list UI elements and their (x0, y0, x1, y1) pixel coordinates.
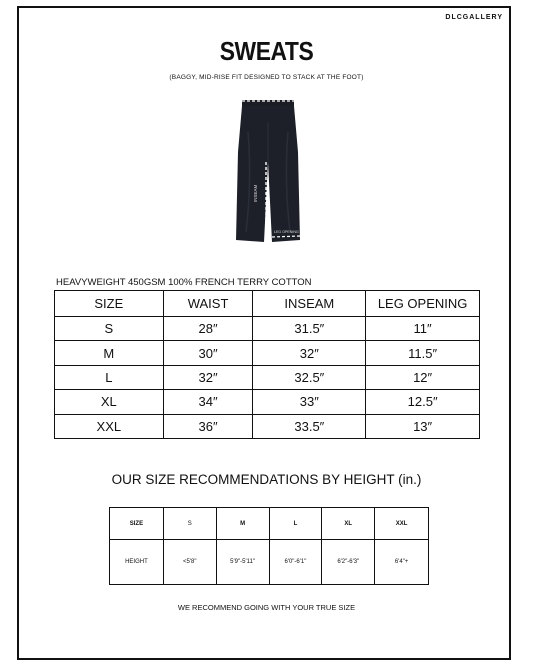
height-row (110, 540, 429, 585)
height-row-label: HEIGHT (110, 540, 164, 585)
height-l: 6'0"-6'1" (269, 540, 322, 585)
header-size: SIZE (55, 291, 164, 317)
cell-waist: 28″ (163, 317, 253, 341)
height-xxl: 6'4"+ (375, 540, 429, 585)
size-l: L (269, 508, 322, 540)
fabric-description: HEAVYWEIGHT 450GSM 100% FRENCH TERRY COTTON (56, 277, 312, 288)
height-s: <5'8" (163, 540, 216, 585)
cell-waist: 36″ (163, 414, 253, 438)
page-title: SWEATS (219, 36, 314, 66)
size-m: M (216, 508, 269, 540)
sweatpants-image (228, 92, 308, 252)
size-xxl: XXL (375, 508, 429, 540)
table-row (55, 414, 480, 438)
cell-waist: 30″ (163, 341, 253, 365)
cell-inseam: 32″ (253, 341, 366, 365)
table-row (55, 365, 480, 389)
page-subtitle: (BAGGY, MID-RISE FIT DESIGNED TO STACK AT THE FOOT) (169, 74, 364, 81)
cell-inseam: 33″ (253, 390, 366, 414)
size-chart-table (54, 290, 480, 439)
height-m: 5'9"-5'11" (216, 540, 269, 585)
leg-opening-label: LEG OPENING (274, 230, 299, 234)
recommendation-title: OUR SIZE RECOMMENDATIONS BY HEIGHT (in.) (111, 472, 422, 487)
cell-inseam: 33.5″ (253, 414, 366, 438)
cell-size: XL (55, 390, 164, 414)
header-waist: WAIST (163, 291, 253, 317)
size-s: S (163, 508, 216, 540)
header-leg-opening: LEG OPENING (366, 291, 480, 317)
size-xl: XL (322, 508, 375, 540)
header-inseam: INSEAM (253, 291, 366, 317)
cell-size: XXL (55, 414, 164, 438)
table-row (55, 390, 480, 414)
cell-size: L (55, 365, 164, 389)
cell-leg-opening: 12″ (366, 365, 480, 389)
cell-leg-opening: 11″ (366, 317, 480, 341)
table-row (55, 317, 480, 341)
cell-size: S (55, 317, 164, 341)
table-header-row (55, 291, 480, 317)
cell-size: M (55, 341, 164, 365)
size-row-label: SIZE (110, 508, 164, 540)
cell-leg-opening: 12.5″ (366, 390, 480, 414)
height-xl: 6'2"-6'3" (322, 540, 375, 585)
cell-waist: 34″ (163, 390, 253, 414)
brand-name: DLCGALLERY (445, 14, 503, 21)
inseam-label: INSEAM (253, 184, 258, 202)
cell-waist: 32″ (163, 365, 253, 389)
cell-inseam: 31.5″ (253, 317, 366, 341)
cell-leg-opening: 11.5″ (366, 341, 480, 365)
cell-leg-opening: 13″ (366, 414, 480, 438)
cell-inseam: 32.5″ (253, 365, 366, 389)
footer-note: WE RECOMMEND GOING WITH YOUR TRUE SIZE (177, 603, 356, 612)
size-row (110, 508, 429, 540)
table-row (55, 341, 480, 365)
height-recommendation-table (109, 507, 429, 585)
